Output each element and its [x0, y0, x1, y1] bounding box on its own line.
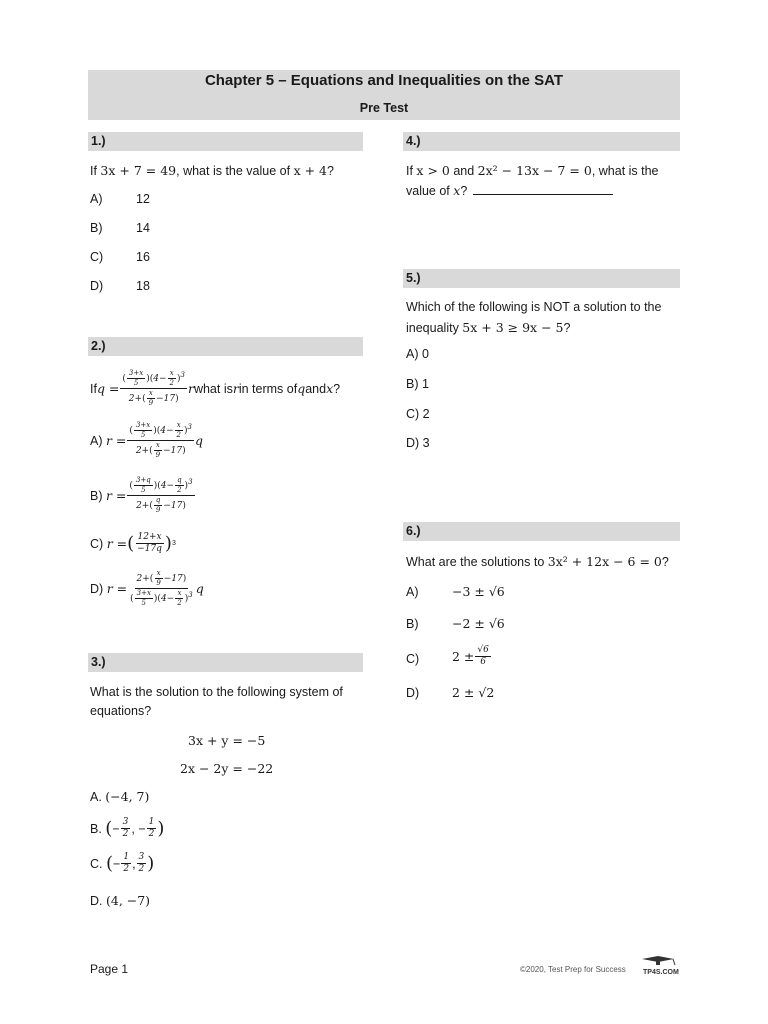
- system-equation-2: 2x − 2y = −22: [180, 761, 274, 776]
- question-2-option-c: C) r = ( $\frac{12+x}{-17q}$ ) 3: [90, 532, 176, 554]
- question-3-option-b: B. ( − $\frac{3}{2}$ , − $\frac{1}{2}$ ): [90, 817, 165, 839]
- option-value: 16: [136, 250, 150, 264]
- question-2-prompt: If q = ( $\frac{3+x}{5}$ )(4− $\frac{x}{2}$ )$^3$ 2+( $\frac{x}{9}$ −17) r what is r in terms of q and x ?: [90, 369, 341, 407]
- option-value: 18: [136, 279, 150, 293]
- question-2-option-b: B) r = ( $\frac{3+q}{5}$ )(4− $\frac{q}{2}$ )$^3$ 2+( $\frac{q}{9}$ −17): [90, 476, 193, 514]
- option-letter: D): [90, 279, 104, 293]
- question-1-header: 1.): [88, 132, 363, 151]
- option-letter: B): [90, 221, 103, 235]
- answer-blank: [473, 184, 613, 195]
- option-letter: A): [90, 192, 103, 206]
- tp4s-logo-icon: [640, 955, 680, 977]
- copyright-notice: ©2020, Test Prep for Success: [520, 965, 626, 974]
- question-2-option-a: A) r = ( $\frac{3+x}{5}$ )(4− $\frac{x}{2}$ )$^3$ 2+( $\frac{x}{9}$ −17) q: [90, 421, 203, 459]
- question-5-option-d: D) 3: [406, 436, 430, 450]
- question-3-option-d: D. (4, −7): [90, 893, 151, 908]
- title-banner: [88, 70, 680, 120]
- option-value: −3 ± √6: [452, 584, 505, 599]
- question-5-option-b: B) 1: [406, 377, 429, 391]
- option-value: 12: [136, 192, 150, 206]
- question-5-option-c: C) 2: [406, 407, 430, 421]
- question-1-prompt: If 3x + 7 = 49, what is the value of x + 4?: [90, 163, 334, 178]
- system-equation-1: 3x + y = −5: [188, 733, 266, 748]
- option-letter: C): [406, 652, 420, 666]
- svg-text:TP4S.COM: TP4S.COM: [643, 969, 679, 976]
- question-2-option-d: D) r = 2+( $\frac{x}{9}$ −17) ( $\frac{3+x}{5}$ )(4− $\frac{x}{2}$ )$^3$ q: [90, 569, 204, 607]
- option-value: 2 ± $\frac{√6}{6}$: [452, 645, 489, 667]
- option-letter: B): [406, 617, 419, 631]
- question-4-prompt-line2: value of x?: [406, 181, 613, 201]
- question-3-option-a: A. (−4, 7): [90, 789, 150, 804]
- question-2-header: 2.): [88, 337, 363, 356]
- question-5-prompt-line1: Which of the following is NOT a solution to the: [406, 300, 662, 314]
- question-5-prompt-line2: inequality 5x + 3 ≥ 9x − 5?: [406, 320, 571, 335]
- option-letter: C): [90, 250, 104, 264]
- option-value: 14: [136, 221, 150, 235]
- q2-big-fraction: ( $\frac{3+x}{5}$ )(4− $\frac{x}{2}$ )$^3$ 2+( $\frac{x}{9}$ −17): [122, 369, 185, 407]
- page-number: Page 1: [90, 962, 129, 976]
- page-subtitle: Pre Test: [359, 101, 409, 115]
- option-value: 2 ± √2: [452, 685, 495, 700]
- question-4-prompt-line1: If x > 0 and 2x² − 13x − 7 = 0, what is the: [406, 163, 659, 178]
- question-6-header: 6.): [403, 522, 680, 541]
- question-6-prompt: What are the solutions to 3x² + 12x − 6 = 0?: [406, 554, 669, 569]
- question-3-option-c: C. ( − $\frac{1}{2}$ , $\frac{3}{2}$ ): [90, 852, 155, 874]
- page-title: Chapter 5 – Equations and Inequalities on the SAT: [204, 72, 564, 89]
- question-3-header: 3.): [88, 653, 363, 672]
- option-value: −2 ± √6: [452, 616, 505, 631]
- option-letter: A): [406, 585, 419, 599]
- question-5-header: 5.): [403, 269, 680, 288]
- question-4-header: 4.): [403, 132, 680, 151]
- question-5-option-a: A) 0: [406, 347, 429, 361]
- option-letter: D): [406, 686, 420, 700]
- question-3-prompt: What is the solution to the following system of equations?: [90, 685, 343, 718]
